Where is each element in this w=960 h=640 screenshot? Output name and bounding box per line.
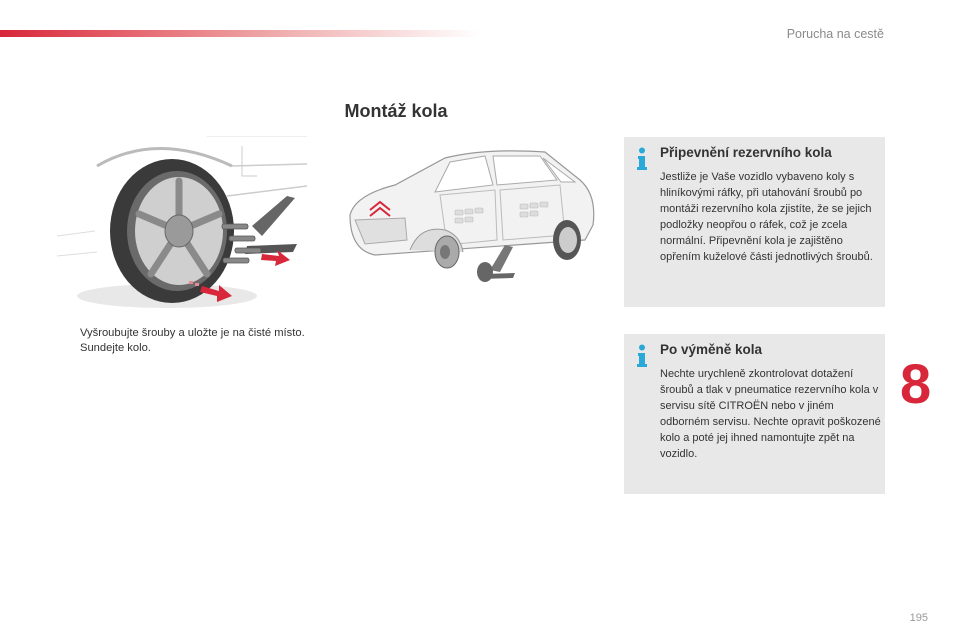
info-box-body: Jestliže je Vaše vozidlo vybaveno koly s hliníkovými ráfky, při utahování šroubů po montáži rezervního kola zjistíte, že se jejich podložky neopřou o ráfek, což je zcela normální. Připevnění kola je zajištěno opřením kuželové části jednotlivých šroubů. [660,171,873,263]
info-box-after-wheel-change [624,334,885,494]
list-item [60,326,310,341]
wheel-removal-illustration [57,136,307,312]
page-title: Montáž kola [344,101,448,121]
section-title: Porucha na cestě [786,27,884,41]
info-box-spare-wheel-fitting [624,137,885,307]
info-box-title: Po výměně kola [660,342,763,357]
car-on-jack-illustration [335,140,605,285]
header-accent-bar [0,30,480,37]
info-icon [635,344,649,368]
info-box-body: Nechte urychleně zkontrolovat dotažení šroubů a tlak v pneumatice rezervního kola v servisu sítě CITROËN nebo v jiném odborném servisu. Nechte opravit poškozené kolo a poté jej ihned namontujte zpět na vozidlo. [660,368,881,460]
instruction-list [60,326,310,356]
info-icon [635,147,649,171]
instruction-text: Sundejte kolo. [80,342,151,354]
list-item [60,341,310,356]
instruction-text: Vyšroubujte šrouby a uložte je na čisté místo. [80,327,305,339]
info-box-title: Připevnění rezervního kola [660,145,832,160]
page-number: 195 [909,612,928,624]
chapter-number: 8 [900,352,932,415]
